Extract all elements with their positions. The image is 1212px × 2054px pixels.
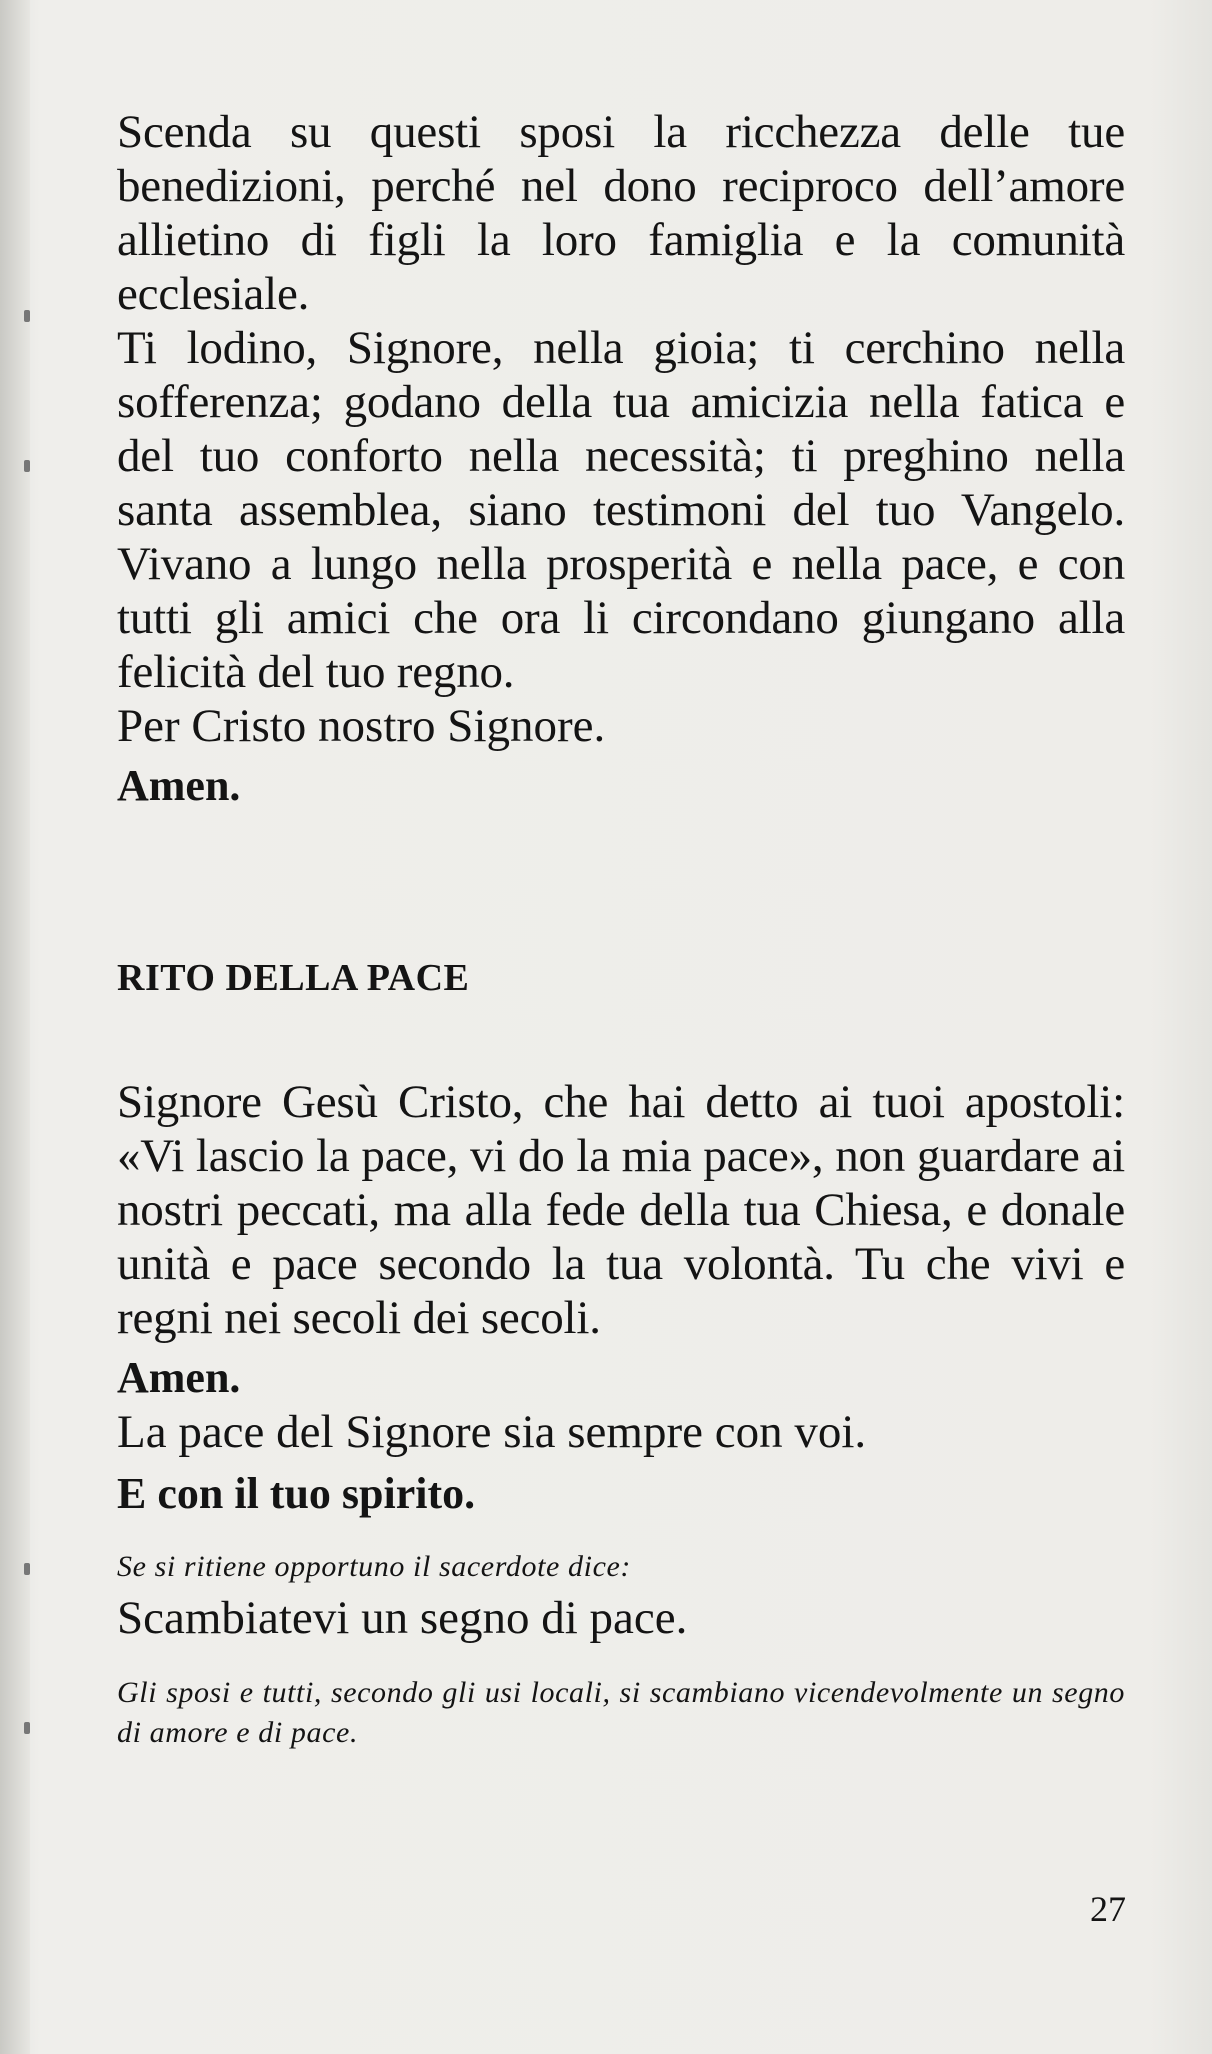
margin-mark [24, 1722, 30, 1734]
binding-edge [0, 0, 30, 2054]
amen-response: Amen. [117, 761, 241, 810]
rubric-instruction: Se si ritiene opportuno il sacerdote dice: [117, 1550, 631, 1583]
peace-prayer: Signore Gesù Cristo, che hai detto ai tuoi apostoli: «Vi lascio la pace, vi do la mia pace», non guardare ai nostri peccati, ma alla fede della tua Chiesa, e donale unità e pace secondo la tua volontà. Tu che vivi e regni nei secoli dei secoli. [117, 1076, 1125, 1344]
margin-mark [24, 310, 30, 322]
section-heading: RITO DELLA PACE [117, 957, 470, 999]
peace-response: E con il tuo spirito. [117, 1469, 476, 1518]
page-number: 27 [1090, 1889, 1126, 1929]
page-text [117, 105, 1125, 1753]
sign-of-peace-line: Scambiatevi un segno di pace. [117, 1592, 688, 1644]
blessing-paragraph-2: Ti lodino, Signore, nella gioia; ti cerchino nella sofferenza; godano della tua amicizia nella fatica e del tuo conforto nella necessità; ti preghino nella santa assemblea, siano testimoni del tuo Vangelo. Vivano a lungo nella prosperità e nella pace, e con tutti gli amici che ora li circondano giungano alla felicità del tuo regno. [117, 322, 1125, 698]
peace-greeting: La pace del Signore sia sempre con voi. [117, 1406, 867, 1458]
rubric-instruction: Gli sposi e tutti, secondo gli usi locali, si scambiano vicendevolmente un segno di amore e di pace. [117, 1676, 1125, 1749]
amen-response: Amen. [117, 1353, 241, 1402]
margin-mark [24, 1563, 30, 1575]
blessing-paragraph-1: Scenda su questi sposi la ricchezza delle tue benedizioni, perché nel dono reciproco dell’amore allietino di figli la loro famiglia e la comunità ecclesiale. [117, 106, 1125, 320]
margin-mark [24, 460, 30, 472]
conclusion-line: Per Cristo nostro Signore. [117, 700, 606, 752]
